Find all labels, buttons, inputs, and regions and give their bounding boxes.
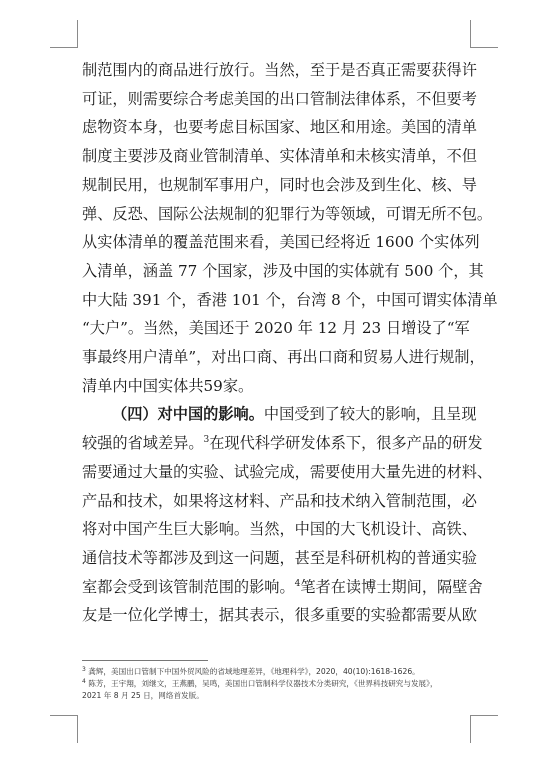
text-line: 规制民用，也规制军事用户，同时也会涉及到生化、核、导 xyxy=(82,175,477,194)
text-line: 事最终用户清单”，对出口商、再出口商和贸易人进行规制， xyxy=(82,348,485,367)
text-line: 弹、反恐、国际公法规制的犯罪行为等领域，可谓无所不包。 xyxy=(82,204,493,223)
crop-mark-bottom-right-horizontal xyxy=(470,715,498,716)
crop-mark-bottom-left-vertical xyxy=(77,715,78,743)
footnote-text: 龚辉，美国出口管制下中国外贸风险的省域地理差异，《地理科学》，2020，40(10):1618-1626。 xyxy=(85,667,420,676)
paragraph-1 xyxy=(82,56,498,400)
section-heading: （四）对中国的影响。 xyxy=(112,405,264,424)
text-segment: 较强的省域差异。 xyxy=(82,434,204,453)
paragraph-2 xyxy=(82,400,493,630)
crop-mark-top-right-horizontal xyxy=(470,47,498,48)
text-segment: 笔者在读博士期间，隔壁舍 xyxy=(300,577,483,596)
text-line: 制度主要涉及商业管制清单、实体清单和未核实清单，不但 xyxy=(82,147,477,166)
text-line xyxy=(82,400,477,429)
body-text xyxy=(82,56,498,630)
footnote-4 xyxy=(82,678,472,690)
text-line: 从实体清单的覆盖范围来看，美国已经将近 1600 个实体列 xyxy=(82,233,480,252)
text-line: 产品和技术，如果将这材料、产品和技术纳入管制范围，必 xyxy=(82,491,477,510)
text-segment: 室都会受到该管制范围的影响。 xyxy=(82,577,295,596)
text-line xyxy=(82,573,483,602)
footnote-text: 陈芳，王宇翔，刘继文，王燕鹏，吴鸣，美国出口管制科学仪器技术分类研究，《世界科技研究与发展》， xyxy=(85,679,438,688)
text-line: “大户”。当然，美国还于 2020 年 12 月 23 日增设了“军 xyxy=(82,319,470,338)
footnote-ref[interactable]: 3 xyxy=(203,435,210,446)
footnotes xyxy=(82,666,472,702)
footnote-4-continuation: 2021 年 8 月 25 日，网络首发版。 xyxy=(82,691,204,700)
text-line: 制范围内的商品进行放行。当然，至于是否真正需要获得许 xyxy=(82,61,477,79)
text-line: 将对中国产生巨大影响。当然，中国的大飞机设计、高铁、 xyxy=(82,520,477,539)
footnote-divider xyxy=(82,660,208,661)
footnote-number: 4 xyxy=(82,678,86,685)
text-line: 通信技术等都涉及到这一问题，甚至是科研机构的普通实验 xyxy=(82,548,477,567)
text-line: 友是一位化学博士，据其表示，很多重要的实验都需要从欧 xyxy=(82,606,477,625)
crop-mark-top-left-vertical xyxy=(77,20,78,48)
text-segment: 中国受到了较大的影响，且呈现 xyxy=(263,405,477,424)
text-line xyxy=(82,429,483,458)
text-segment: 在现代科学研发体系下，很多产品的研发 xyxy=(209,434,483,453)
crop-mark-top-left-horizontal xyxy=(50,47,78,48)
crop-mark-top-right-vertical xyxy=(470,20,471,48)
crop-mark-bottom-left-horizontal xyxy=(50,715,78,716)
text-line: 清单内中国实体共59家。 xyxy=(82,376,254,395)
footnote-ref[interactable]: 4 xyxy=(294,578,301,589)
text-line: 虑物资本身，也要考虑目标国家、地区和用途。美国的清单 xyxy=(82,118,477,137)
footnote-number: 3 xyxy=(82,666,86,673)
text-line: 可证，则需要综合考虑美国的出口管制法律体系，不但要考 xyxy=(82,89,477,108)
footnote-3 xyxy=(82,666,472,678)
text-line: 中大陆 391 个，香港 101 个，台湾 8 个，中国可谓实体清单 xyxy=(82,290,498,309)
crop-mark-bottom-right-vertical xyxy=(470,715,471,743)
text-line: 入清单，涵盖 77 个国家，涉及中国的实体就有 500 个，其 xyxy=(82,261,484,280)
text-line: 需要通过大量的实验、试验完成，需要使用大量先进的材料、 xyxy=(82,462,493,481)
